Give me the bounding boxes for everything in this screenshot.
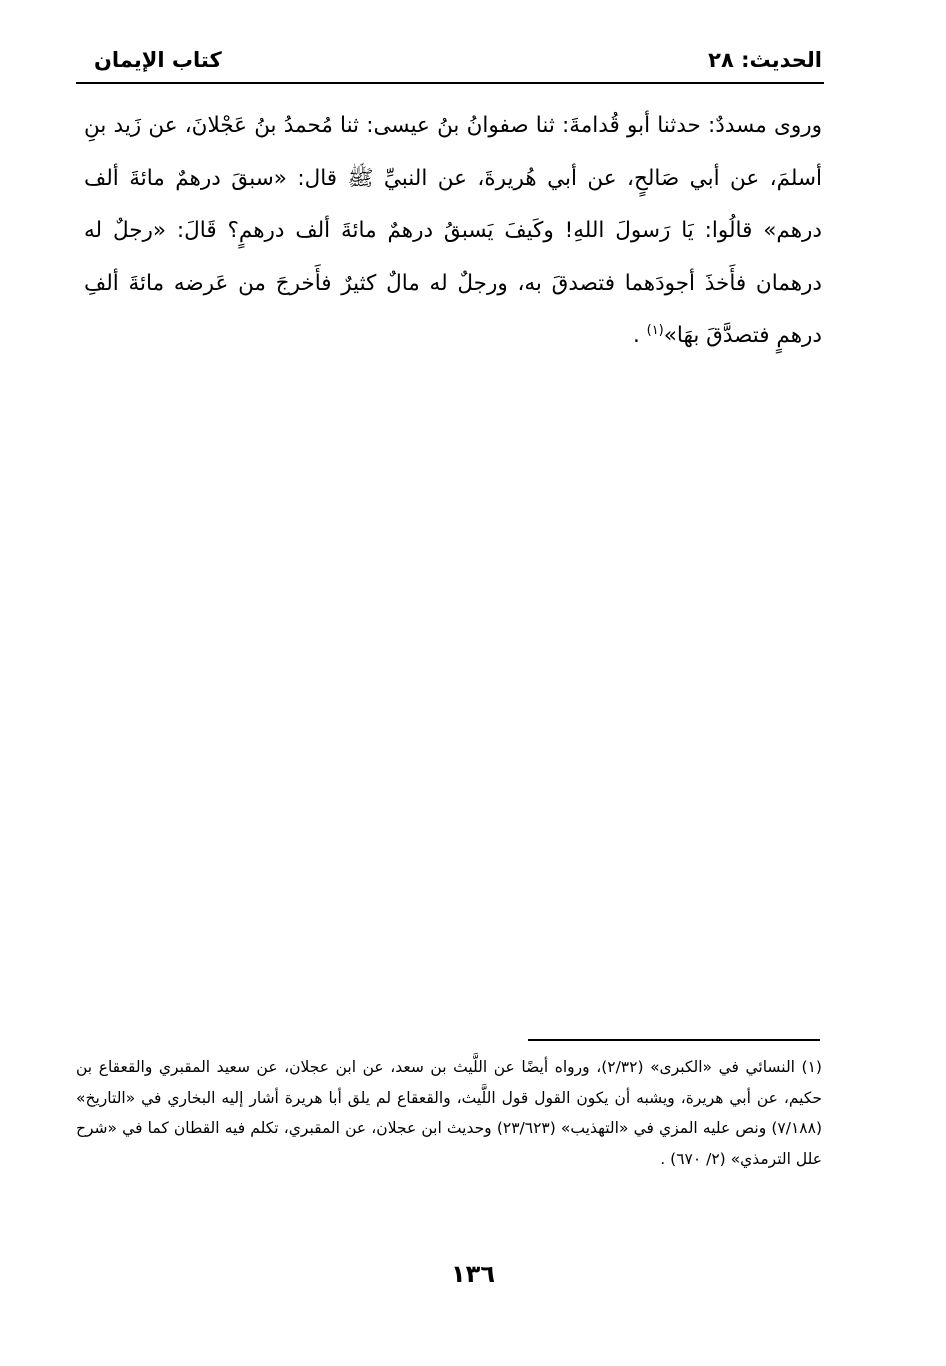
book-title: كتاب الإيمان bbox=[94, 48, 222, 72]
hadith-text: وروى مسددٌ: حدثنا أبو قُدامةَ: ثنا صفوانُ بنُ عيسى: ثنا مُحمدُ بنُ عَجْلانَ، عن زَيد بنِ أسلمَ، عن أبي صَالحٍ، عن أبي هُريرةَ، عن النبيِّ ﷺ قال: «سبقَ درهمٌ مائةَ ألف درهم» قالُوا: يَا رَسولَ اللهِ! وكَيفَ يَسبقُ درهمٌ مائةَ ألف درهمٍ؟ قَالَ: «رجلٌ له درهمان فأَخذَ أجودَهما فتصدقَ به، ورجلٌ له مالٌ كثيرٌ فأَخرجَ من عَرضه مائةَ ألفِ درهمٍ فتصدَّقَ بهَا» bbox=[84, 113, 822, 348]
footnote bbox=[76, 1052, 822, 1174]
main-text bbox=[84, 100, 822, 363]
hadith-paragraph bbox=[84, 100, 822, 363]
page-number: ١٣٦ bbox=[451, 1260, 495, 1288]
paragraph-end: . bbox=[632, 323, 647, 348]
hadith-number: الحديث: ٢٨ bbox=[708, 48, 822, 72]
footnote-separator bbox=[528, 1039, 820, 1041]
footnote-marker: (١) bbox=[646, 322, 664, 338]
footnote-text: (١) النسائي في «الكبرى» (٢/٣٢)، ورواه أيضًا عن اللَّيث بن سعد، عن ابن عجلان، عن سعيد المقبري والقعقاع بن حكيم، عن أبي هريرة، ويشبه أن يكون القول قول اللَّيث، والقعقاع لم يلق أبا هريرة أشار إليه البخاري في «التاريخ» (٧/١٨٨) ونص عليه المزي في «التهذيب» (٢٣/٦٢٣) وحديث ابن عجلان، عن المقبري، تكلم فيه القطان كما في «شرح علل الترمذي» (٢/ ٦٧٠) . bbox=[76, 1058, 822, 1168]
running-header bbox=[76, 44, 824, 84]
